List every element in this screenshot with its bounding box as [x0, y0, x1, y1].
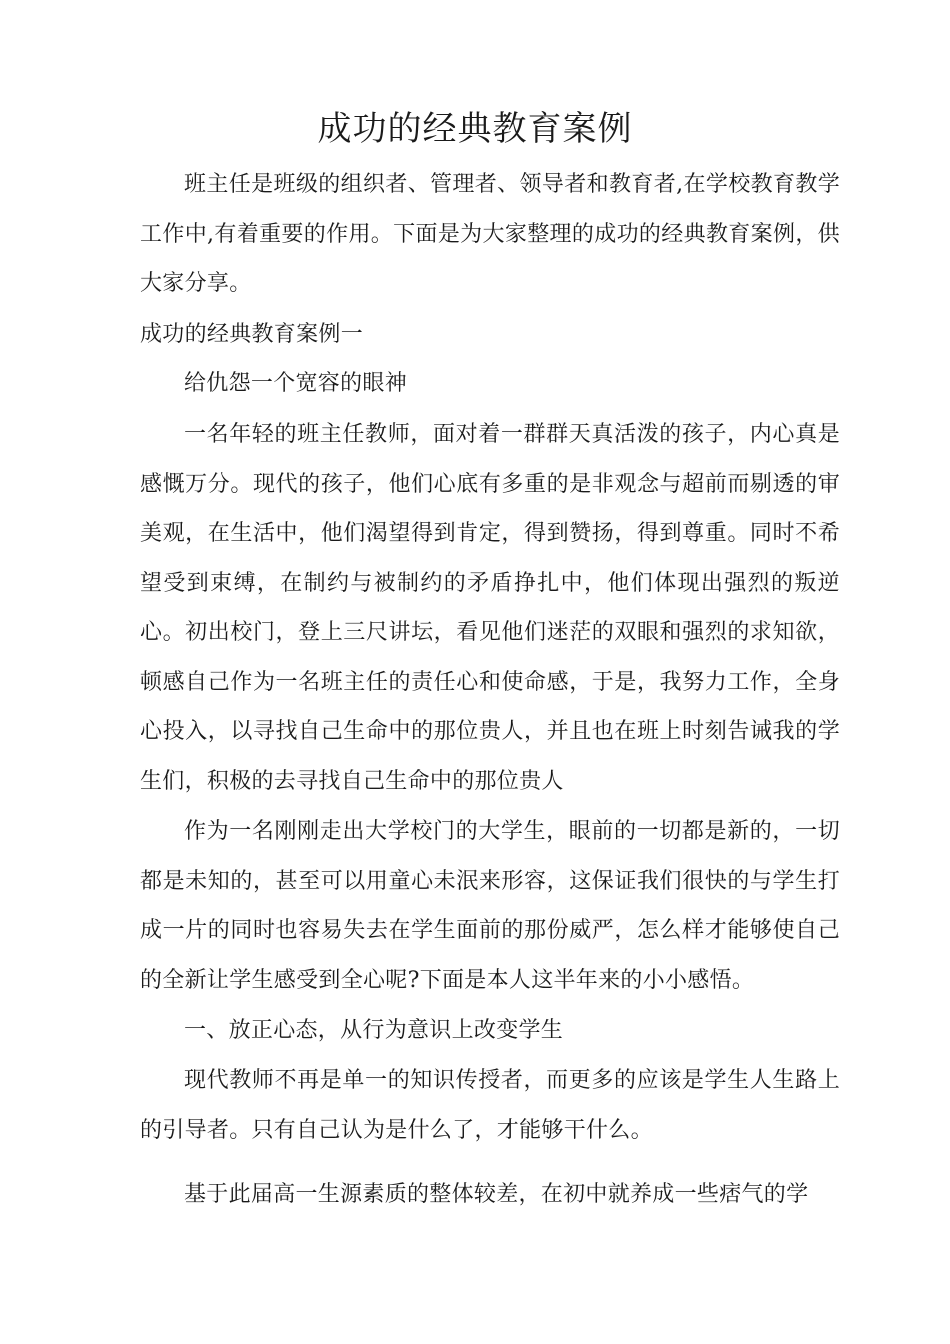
case-subtitle: 给仇怨一个宽容的眼神 — [184, 371, 408, 396]
body-paragraph: 现代教师不再是单一的知识传授者，而更多的应该是学生人生路上的引导者。只有自己认为是什么了，才能够干什么。 — [140, 1068, 840, 1143]
document-title: 成功的经典教育案例 — [317, 109, 633, 149]
body-paragraph: 基于此届高一生源素质的整体较差，在初中就养成一些痞气的学 — [184, 1182, 809, 1207]
body-paragraph: 一名年轻的班主任教师，面对着一群群天真活泼的孩子，内心真是感慨万分。现代的孩子，他们心底有多重的是非观念与超前而剔透的审美观，在生活中，他们渴望得到肯定，得到赞扬，得到尊重。同时不希望受到束缚，在制约与被制约的矛盾挣扎中，他们体现出强烈的叛逆心。初出校门，登上三尺讲坛，看见他们迷茫的双眼和强烈的求知欲，顿感自己作为一名班主任的责任心和使命感，于是，我努力工作，全身心投入，以寻找自己生命中的那位贵人，并且也在班上时刻告诫我的学生们，积极的去寻找自己生命中的那位贵人 — [140, 422, 840, 794]
intro-paragraph: 班主任是班级的组织者、管理者、领导者和教育者,在学校教育教学工作中,有着重要的作用。下面是为大家整理的成功的经典教育案例，供大家分享。 — [140, 172, 840, 296]
body-paragraph: 作为一名刚刚走出大学校门的大学生，眼前的一切都是新的，一切都是未知的，甚至可以用童心未泯来形容，这保证我们很快的与学生打成一片的同时也容易失去在学生面前的那份威严，怎么样才能够使自己的全新让学生感受到全心呢?下面是本人这半年来的小小感悟。 — [140, 819, 840, 993]
section-heading: 一、放正心态，从行为意识上改变学生 — [184, 1018, 564, 1043]
case-heading: 成功的经典教育案例一 — [140, 322, 364, 347]
